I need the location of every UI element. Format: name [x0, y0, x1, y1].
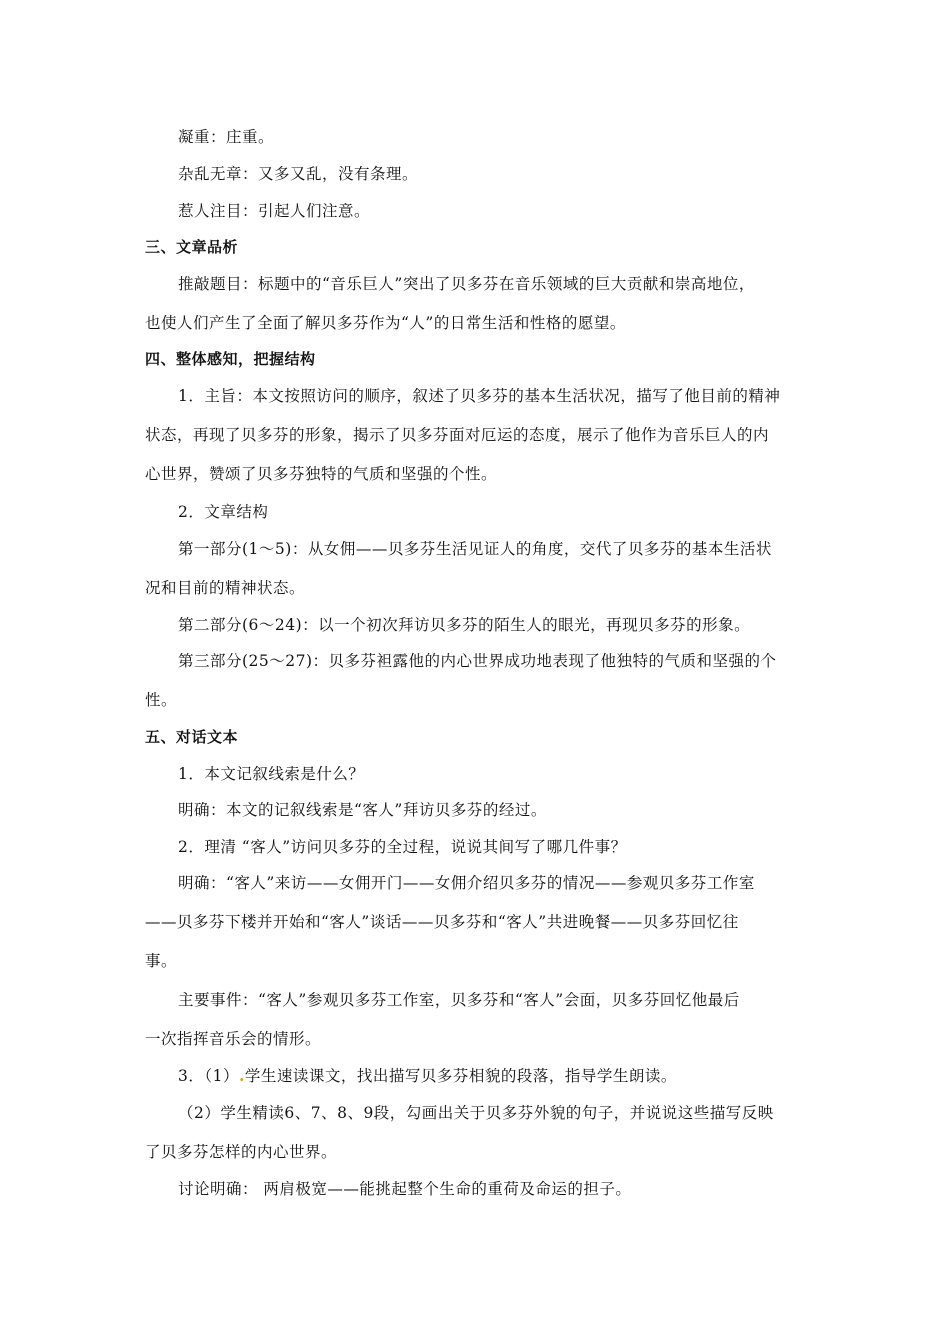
paragraph-line: 1．本文记叙线索是什么？: [178, 765, 365, 783]
paragraph-line: 心世界，赞颂了贝多芬独特的气质和坚强的个性。: [145, 465, 498, 483]
paragraph-line: ——贝多芬下楼并开始和“客人”谈话——贝多芬和“客人”共进晚餐——贝多芬回忆往: [145, 913, 739, 931]
paragraph-line: 明确：“客人”来访——女佣开门——女佣介绍贝多芬的情况——参观贝多芬工作室: [178, 874, 755, 892]
paragraph-line: 2．文章结构: [178, 503, 269, 521]
paragraph-line: （2）学生精读6、7、8、9段，勾画出关于贝多芬外貌的句子，并说说这些描写反映: [178, 1104, 774, 1122]
paragraph-line: 2．理清 “客人”访问贝多芬的全过程，说说其间写了哪几件事？: [178, 838, 627, 856]
paragraph-line: 推敲题目：标题中的“音乐巨人”突出了贝多芬在音乐领域的巨大贡献和崇高地位，: [178, 275, 755, 293]
section-heading-3: 三、文章品析: [145, 238, 239, 256]
paragraph-line: 事。: [145, 952, 178, 970]
paragraph-line: 性。: [145, 691, 178, 709]
item-number: 3．（1）: [178, 1067, 239, 1085]
paragraph-line: 第一部分(1～5)：从女佣——贝多芬生活见证人的角度，交代了贝多芬的基本生活状: [178, 540, 772, 558]
paragraph-line: 况和目前的精神状态。: [145, 579, 306, 597]
paragraph-line: 第三部分(25～27)：贝多芬袒露他的内心世界成功地表现了他独特的气质和坚强的个: [178, 652, 777, 670]
vocab-line: 杂乱无章：又多又乱，没有条理。: [178, 165, 419, 183]
section-heading-5: 五、对话文本: [145, 728, 239, 746]
highlight-dot: .: [238, 1066, 245, 1085]
vocab-line: 惹人注目：引起人们注意。: [178, 202, 371, 220]
paragraph-line: 讨论明确： 两肩极宽——能挑起整个生命的重荷及命运的担子。: [178, 1180, 632, 1198]
paragraph-line: 主要事件：“客人”参观贝多芬工作室，贝多芬和“客人”会面，贝多芬回忆他最后: [178, 991, 740, 1009]
paragraph-line: 明确：本文的记叙线索是“客人”拜访贝多芬的经过。: [178, 801, 547, 819]
item-text: 学生速读课文，找出描写贝多芬相貌的段落，指导学生朗读。: [244, 1067, 677, 1085]
paragraph-line: 一次指挥音乐会的情形。: [145, 1030, 322, 1048]
paragraph-line: 第二部分(6～24)：以一个初次拜访贝多芬的陌生人的眼光，再现贝多芬的形象。: [178, 616, 751, 634]
section-heading-4: 四、整体感知，把握结构: [145, 350, 316, 368]
paragraph-line: 1．主旨：本文按照访问的顺序，叙述了贝多芬的基本生活状况，描写了他目前的精神: [178, 387, 781, 405]
paragraph-line: 状态，再现了贝多芬的形象，揭示了贝多芬面对厄运的态度，展示了他作为音乐巨人的内: [145, 426, 770, 444]
vocab-line: 凝重：庄重。: [178, 128, 275, 146]
paragraph-line: 了贝多芬怎样的内心世界。: [145, 1143, 338, 1161]
paragraph-line: [178, 1066, 677, 1086]
paragraph-line: 也使人们产生了全面了解贝多芬作为“人”的日常生活和性格的愿望。: [145, 314, 626, 332]
